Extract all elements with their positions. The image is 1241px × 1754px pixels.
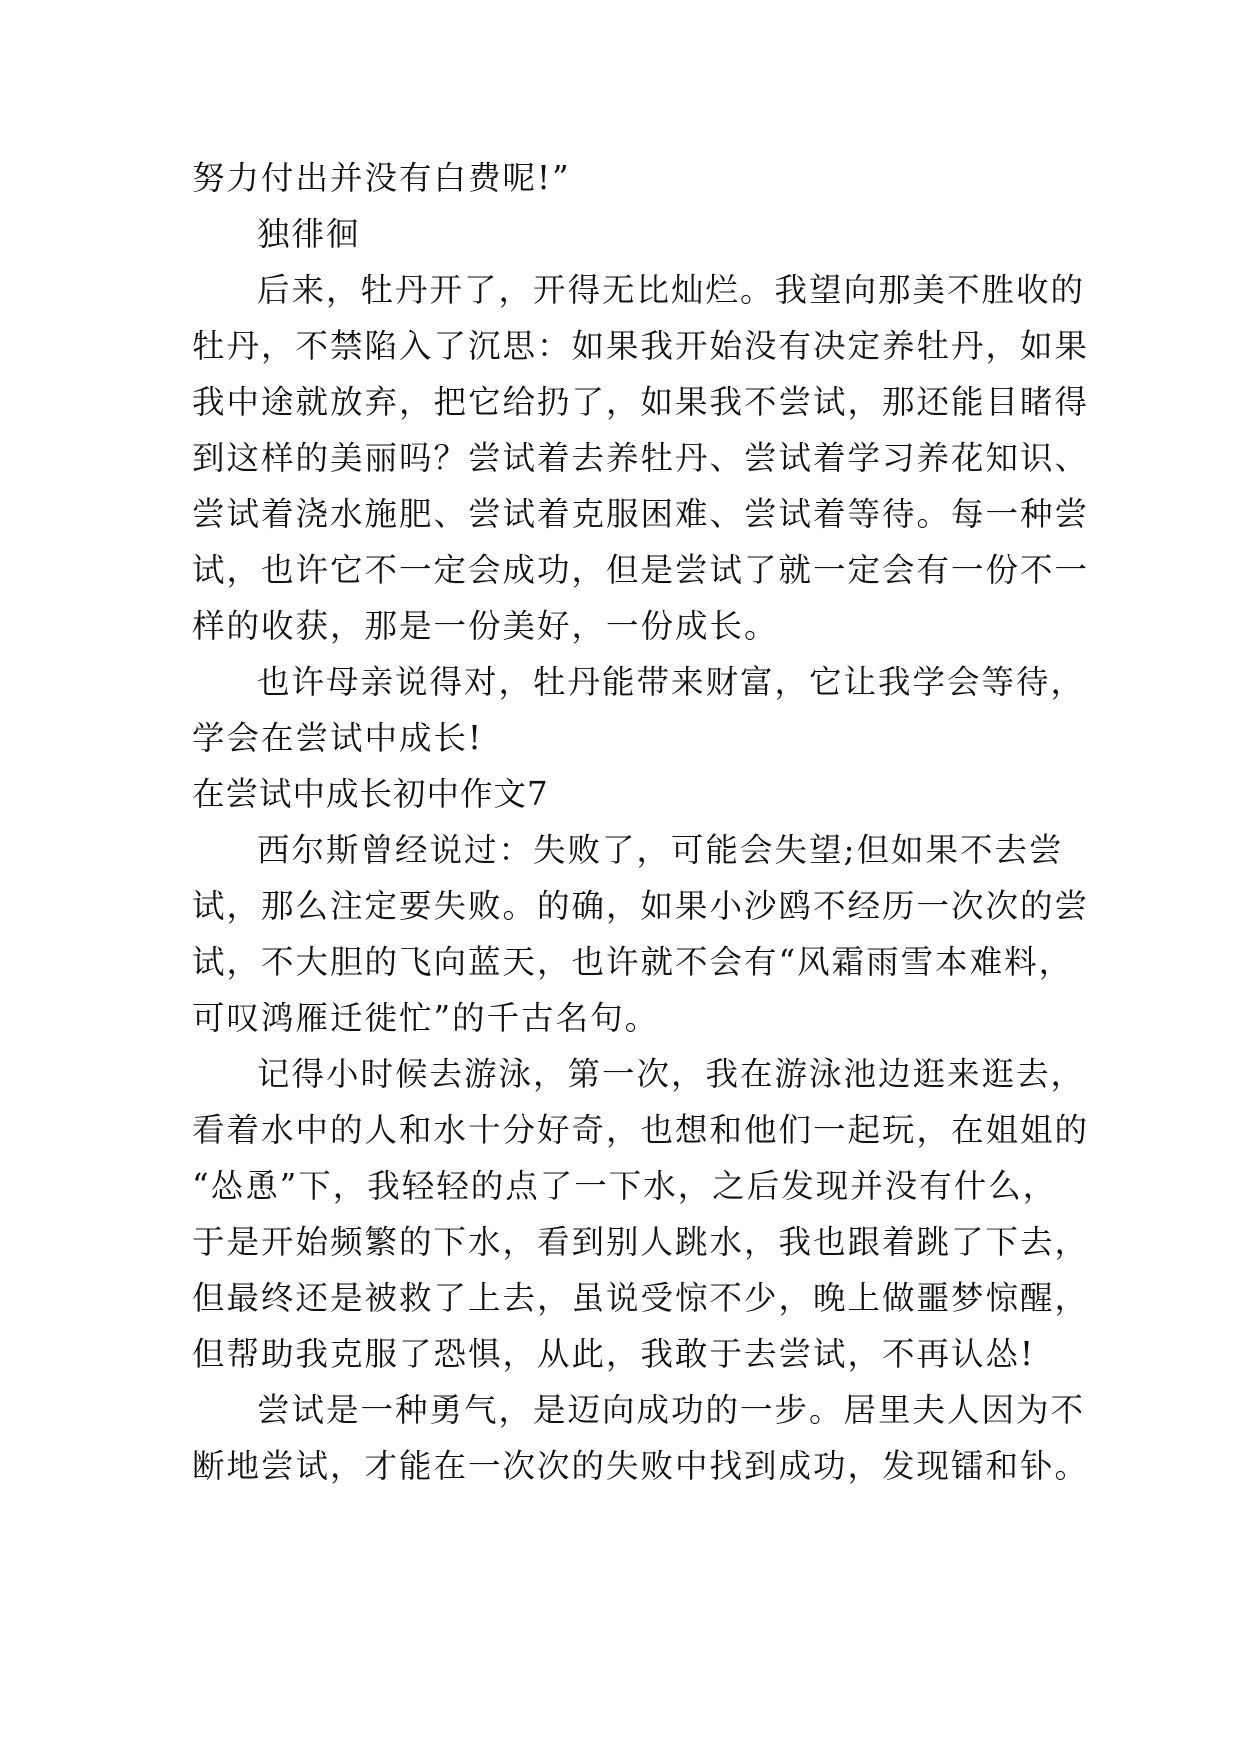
essay-body (192, 150, 1090, 1494)
text-line: 可叹鸿雁迁徙忙”的千古名句。 (192, 999, 660, 1037)
text-line: 到这样的美丽吗？尝试着去养牡丹、尝试着学习养花知识、 (192, 439, 1090, 477)
text-line: 试，那么注定要失败。的确，如果小沙鸥不经历一次次的尝 (192, 887, 1090, 925)
text-line: 我中途就放弃，把它给扔了，如果我不尝试，那还能目睹得 (192, 383, 1090, 421)
text-line: 努力付出并没有白费呢!” (192, 159, 571, 197)
text-line: “怂恿”下，我轻轻的点了一下水，之后发现并没有什么， (192, 1167, 1058, 1205)
text-line: 样的收获，那是一份美好，一份成长。 (192, 607, 779, 645)
text-line: 尝试着浇水施肥、尝试着克服困难、尝试着等待。每一种尝 (192, 495, 1090, 533)
section-subtitle: 独徘徊 (257, 215, 361, 253)
text-line: 但帮助我克服了恐惧，从此，我敢于去尝试，不再认怂! (192, 1335, 1036, 1373)
text-line: 也许母亲说得对，牡丹能带来财富，它让我学会等待， (257, 663, 1086, 701)
text-line: 尝试是一种勇气，是迈向成功的一步。居里夫人因为不 (257, 1391, 1086, 1429)
text-line: 于是开始频繁的下水，看到别人跳水，我也跟着跳了下去， (192, 1223, 1090, 1261)
text-line: 学会在尝试中成长! (192, 719, 484, 757)
text-line: 西尔斯曾经说过：失败了，可能会失望;但如果不去尝 (257, 831, 1064, 869)
text-line: 记得小时候去游泳，第一次，我在游泳池边逛来逛去， (257, 1055, 1086, 1093)
text-line: 看着水中的人和水十分好奇，也想和他们一起玩，在姐姐的 (192, 1111, 1090, 1149)
text-line: 试，不大胆的飞向蓝天，也许就不会有“风霜雨雪本难料， (192, 943, 1074, 981)
text-line: 但最终还是被救了上去，虽说受惊不少，晚上做噩梦惊醒， (192, 1279, 1090, 1317)
text-line: 后来，牡丹开了，开得无比灿烂。我望向那美不胜收的 (257, 271, 1086, 309)
essay-heading: 在尝试中成长初中作文7 (192, 775, 549, 813)
text-line: 试，也许它不一定会成功，但是尝试了就一定会有一份不一 (192, 551, 1090, 589)
text-line: 牡丹，不禁陷入了沉思：如果我开始没有决定养牡丹，如果 (192, 327, 1090, 365)
text-line: 断地尝试，才能在一次次的失败中找到成功，发现镭和钋。 (192, 1447, 1090, 1485)
